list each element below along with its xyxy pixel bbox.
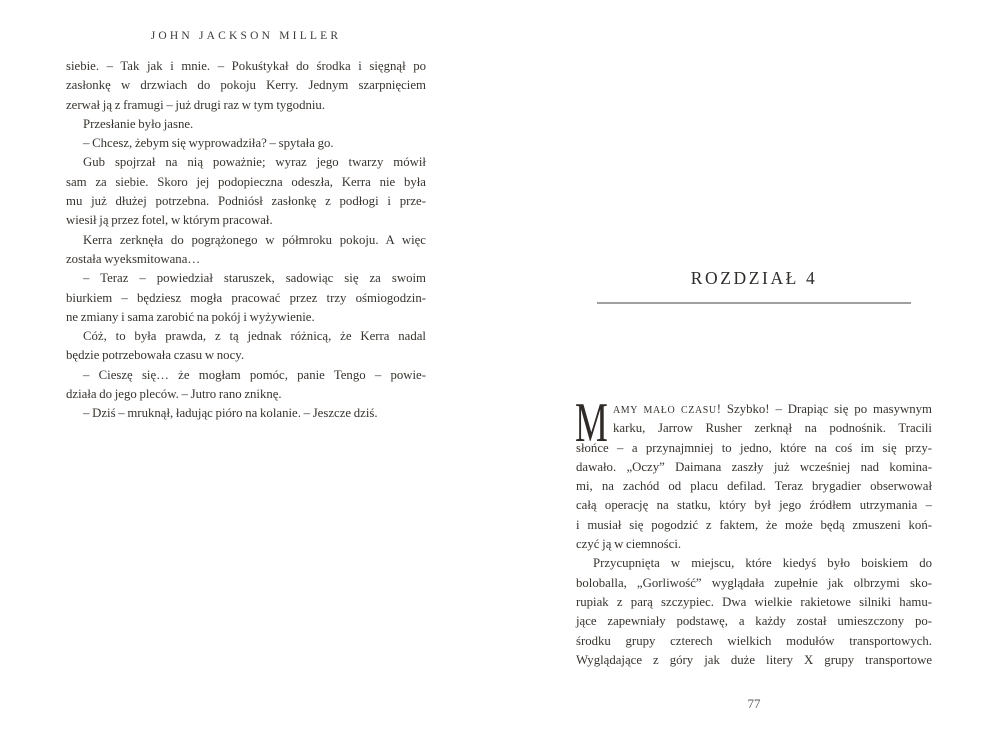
text-line	[576, 400, 932, 419]
chapter-rule-divider	[597, 302, 911, 304]
text-line	[66, 366, 426, 385]
text-segment: środku grupy czterech wielkich modułów transportowych.	[576, 633, 932, 648]
text-segment: – Dziś – mruknął, ładując pióro na kolanie. – Jeszcze dziś.	[83, 406, 378, 421]
text-segment: boloballa, „Gorliwość” wyglądała zupełnie jak olbrzymi sko-	[576, 575, 932, 590]
page-number: 77	[747, 696, 761, 711]
text-segment: mu już dłużej potrzebna. Podniósł zasłonkę z podłogi i prze-	[66, 194, 426, 209]
text-segment: sam za siebie. Skoro jej podopieczna odeszła, Kerra nie była	[66, 174, 426, 189]
text-line	[576, 574, 932, 593]
text-segment: działa do jego pleców. – Jutro rano zniknę.	[66, 387, 282, 402]
text-line	[576, 632, 932, 651]
text-segment: została wyeksmitowana…	[66, 251, 201, 266]
text-line	[576, 651, 932, 670]
text-line	[576, 419, 932, 438]
text-segment: – Chcesz, żebym się wyprowadziła? – spytała go.	[83, 136, 334, 151]
text-segment: i musiał się pogodzić z faktem, że może będą zmuszeni koń-	[576, 517, 932, 532]
text-line	[66, 134, 426, 153]
small-caps-opener: AMY MAŁO CZASU	[613, 405, 717, 416]
text-segment: Przycupnięta w miejscu, które kiedyś było boiskiem do	[593, 556, 932, 571]
text-line	[576, 612, 932, 631]
text-segment: zerwał ją z framugi – już drugi raz w tym tygodniu.	[66, 97, 326, 112]
text-line	[66, 327, 426, 346]
text-segment: wiesił ją przez fotel, w którym pracował.	[66, 213, 273, 228]
text-line	[576, 439, 932, 458]
text-line	[66, 76, 426, 95]
text-line	[66, 211, 426, 230]
text-line	[576, 593, 932, 612]
text-line	[66, 404, 426, 423]
text-line	[66, 385, 426, 404]
text-segment: mi, na zachód od placu defilad. Teraz brygadier obserwował	[576, 479, 932, 494]
text-line	[66, 346, 426, 365]
text-line	[66, 96, 426, 115]
text-segment: czyć ją w ciemności.	[576, 537, 682, 552]
text-line	[66, 289, 426, 308]
text-line	[66, 250, 426, 269]
text-line	[576, 496, 932, 515]
text-segment: dawało. „Oczy” Daimana zaszły już wcześniej nad komina-	[576, 459, 932, 474]
text-segment: biurkiem – będziesz mogła pracować przez trzy ośmiogodzin-	[66, 290, 426, 305]
text-line	[66, 153, 426, 172]
text-line	[66, 192, 426, 211]
text-line	[66, 57, 426, 76]
text-line	[576, 477, 932, 496]
text-segment: Kerra zerknęła do pogrążonego w półmroku pokoju. A więc	[83, 232, 426, 247]
text-line	[66, 308, 426, 327]
text-segment: Gub spojrzał na nią poważnie; wyraz jego twarzy mówił	[83, 155, 426, 170]
text-segment: całą operację na statku, który był jego źródłem utrzymania –	[576, 498, 932, 513]
text-segment: – Teraz – powiedział staruszek, sadowiąc się za swoim	[83, 271, 426, 286]
text-line	[66, 115, 426, 134]
running-header: JOHN JACKSON MILLER	[150, 30, 342, 42]
text-line	[576, 458, 932, 477]
text-line	[66, 173, 426, 192]
text-segment: ne zmiany i sama zarobić na pokój i wyżywienie.	[66, 309, 315, 324]
text-segment: słońce – a przynajmniej to jedno, które na coś im się przy-	[576, 440, 932, 455]
text-segment: będzie potrzebowała czasu w nocy.	[66, 348, 245, 363]
text-segment: Przesłanie było jasne.	[83, 116, 194, 131]
drop-cap-letter: M	[575, 392, 608, 454]
text-segment: karku, Jarrow Rusher zerknął na podnośnik. Tracili	[613, 421, 932, 436]
chapter-heading: ROZDZIAŁ 4	[690, 268, 818, 288]
text-line	[576, 535, 932, 554]
text-segment: Cóż, to była prawda, z tą jednak różnicą, że Kerra nadal	[83, 329, 426, 344]
text-segment: rupiak z parą szczypiec. Dwa wielkie rakietowe silniki hamu-	[576, 594, 932, 609]
left-page-body	[66, 57, 426, 424]
text-segment: jące zapewniały podstawę, a każdy został umieszczony po-	[576, 614, 932, 629]
text-line	[576, 516, 932, 535]
text-segment: siebie. – Tak jak i mnie. – Pokuśtykał do środka i sięgnął po	[66, 59, 426, 73]
text-segment: – Cieszę się… że mogłam pomóc, panie Tengo – powie-	[83, 367, 426, 382]
text-segment: Wyglądające z góry jak duże litery X grupy transportowe	[576, 652, 932, 667]
text-segment: zasłonkę w drzwiach do pokoju Kerry. Jednym szarpnięciem	[66, 78, 426, 93]
right-page-body	[575, 392, 932, 670]
text-line	[576, 554, 932, 573]
text-segment: ! Szybko! – Drapiąc się po masywnym	[716, 402, 932, 416]
text-line	[66, 231, 426, 250]
text-line	[66, 269, 426, 288]
